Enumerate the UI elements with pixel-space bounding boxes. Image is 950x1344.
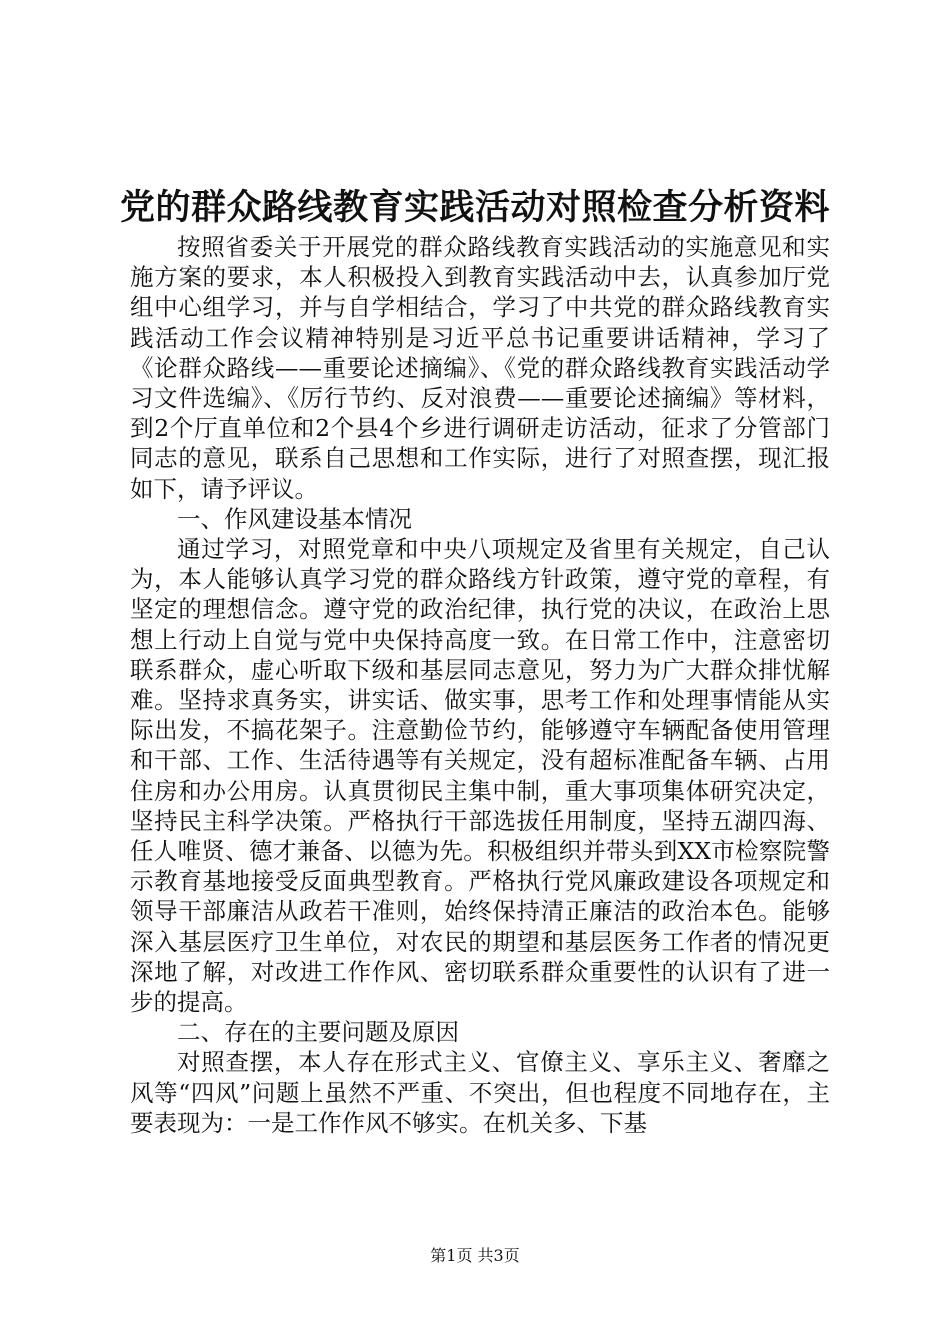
paragraph-section-2: 对照查摆，本人存在形式主义、官僚主义、享乐主义、奢靡之风等“四风”问题上虽然不严重、不突出，但也程度不同地存在，主要表现为：一是工作作风不够实。在机关多、下基 <box>130 1048 830 1137</box>
document-body <box>130 232 830 1138</box>
paragraph-section-1: 通过学习，对照党章和中央八项规定及省里有关规定，自己认为，本人能够认真学习党的群众路线方针政策，遵守党的章程，有坚定的理想信念。遵守党的政治纪律，执行党的决议，在政治上思想上行动上自觉与党中央保持高度一致。在日常工作中，注意密切联系群众，虚心听取下级和基层同志意见，努力为广大群众排忧解难。坚持求真务实，讲实话、做实事，思考工作和处理事情能从实际出发，不搞花架子。注意勤俭节约，能够遵守车辆配备使用管理和干部、工作、生活待遇等有关规定，没有超标准配备车辆、占用住房和办公用房。认真贯彻民主集中制，重大事项集体研究决定，坚持民主科学决策。严格执行干部选拔任用制度，坚持五湖四海、任人唯贤、德才兼备、以德为先。积极组织并带头到XX市检察院警示教育基地接受反面典型教育。严格执行党风廉政建设各项规定和领导干部廉洁从政若干准则，始终保持清正廉洁的政治本色。能够深入基层医疗卫生单位，对农民的期望和基层医务工作者的情况更深地了解，对改进工作作风、密切联系群众重要性的认识有了进一步的提高。 <box>130 535 830 1017</box>
section-heading-1: 一、作风建设基本情况 <box>177 504 412 533</box>
document-title: 党的群众路线教育实践活动对照检查分析资料 <box>120 188 831 228</box>
paragraph-intro: 按照省委关于开展党的群众路线教育实践活动的实施意见和实施方案的要求，本人积极投入到教育实践活动中去，认真参加厅党组中心组学习，并与自学相结合，学习了中共党的群众路线教育实践活动工作会议精神特别是习近平总书记重要讲话精神，学习了《论群众路线——重要论述摘编》、《党的群众路线教育实践活动学习文件选编》、《厉行节约、反对浪费——重要论述摘编》等材料，到2个厅直单位和2个县4个乡进行调研走访活动，征求了分管部门同志的意见，联系自己思想和工作实际，进行了对照查摆，现汇报如下，请予评议。 <box>130 233 830 503</box>
section-heading-2: 二、存在的主要问题及原因 <box>177 1018 459 1047</box>
page-number: 第1页 共3页 <box>430 1246 520 1265</box>
